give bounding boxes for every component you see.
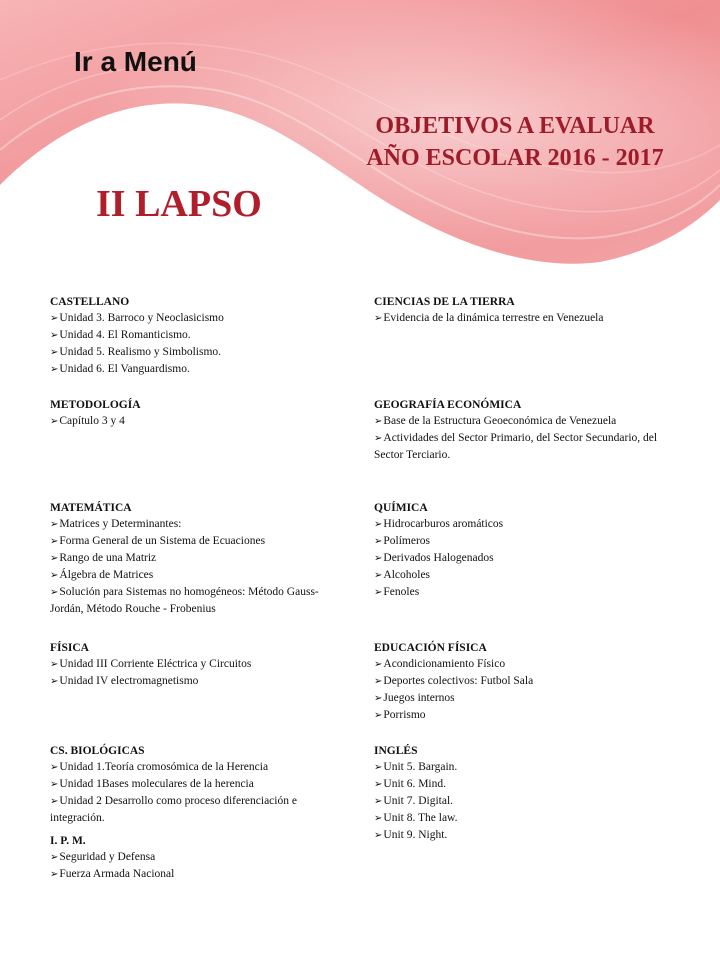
objectives-title [320, 110, 710, 174]
arrow-bullet-icon: ➢ [374, 659, 383, 670]
objective-text: Solución para Sistemas no homogéneos: Método Gauss-Jordán, Método Rouche - Frobenius [50, 586, 319, 615]
objective-item [374, 310, 674, 327]
objective-item [50, 327, 342, 344]
objective-item [50, 673, 342, 690]
objective-text: Unit 6. Mind. [383, 778, 447, 790]
objective-text: Juegos internos [383, 692, 455, 704]
arrow-bullet-icon: ➢ [374, 313, 383, 324]
subject-title: INGLÉS [374, 745, 418, 757]
objective-item [374, 550, 674, 567]
objective-text: Evidencia de la dinámica terrestre en Venezuela [383, 312, 604, 324]
objective-item [50, 533, 342, 550]
objective-text: Seguridad y Defensa [59, 851, 156, 863]
objective-text: Fuerza Armada Nacional [59, 868, 175, 880]
objective-text: Deportes colectivos: Futbol Sala [383, 675, 534, 687]
subject-fisica [50, 640, 342, 690]
subject-quimica [374, 500, 674, 601]
objective-text: Base de la Estructura Geoeconómica de Venezuela [383, 415, 617, 427]
objectives-list [374, 516, 674, 601]
objective-text: Polímeros [383, 535, 431, 547]
arrow-bullet-icon: ➢ [374, 813, 383, 824]
arrow-bullet-icon: ➢ [50, 364, 59, 375]
arrow-bullet-icon: ➢ [50, 313, 59, 324]
arrow-bullet-icon: ➢ [50, 779, 59, 790]
subject-title: CIENCIAS DE LA TIERRA [374, 296, 515, 308]
arrow-bullet-icon: ➢ [374, 416, 383, 427]
objective-item [50, 776, 342, 793]
objective-item [50, 550, 342, 567]
arrow-bullet-icon: ➢ [374, 536, 383, 547]
arrow-bullet-icon: ➢ [50, 570, 59, 581]
subject-ipm [50, 833, 342, 883]
arrow-bullet-icon: ➢ [374, 553, 383, 564]
arrow-bullet-icon: ➢ [50, 416, 59, 427]
subject-title: FÍSICA [50, 642, 89, 654]
objective-item [374, 707, 674, 724]
subject-ciencias-tierra [374, 294, 674, 327]
objective-item [374, 759, 674, 776]
objective-text: Unit 7. Digital. [383, 795, 454, 807]
objective-text: Unidad IV electromagnetismo [59, 675, 199, 687]
objective-text: Unidad 3. Barroco y Neoclasicismo [59, 312, 224, 324]
objective-text: Unit 9. Night. [383, 829, 448, 841]
objective-item [374, 776, 674, 793]
arrow-bullet-icon: ➢ [374, 830, 383, 841]
arrow-bullet-icon: ➢ [374, 779, 383, 790]
subject-matematica [50, 500, 342, 617]
objective-text: Porrismo [383, 709, 426, 721]
objective-item [374, 810, 674, 827]
objective-text: Unidad 5. Realismo y Simbolismo. [59, 346, 222, 358]
arrow-bullet-icon: ➢ [50, 659, 59, 670]
arrow-bullet-icon: ➢ [374, 433, 383, 444]
objective-item [50, 344, 342, 361]
arrow-bullet-icon: ➢ [374, 570, 383, 581]
arrow-bullet-icon: ➢ [50, 536, 59, 547]
subject-title: MATEMÁTICA [50, 502, 132, 514]
arrow-bullet-icon: ➢ [50, 330, 59, 341]
objective-item [50, 567, 342, 584]
arrow-bullet-icon: ➢ [374, 762, 383, 773]
objective-text: Unidad 4. El Romanticismo. [59, 329, 191, 341]
subject-title: CS. BIOLÓGICAS [50, 745, 145, 757]
arrow-bullet-icon: ➢ [374, 519, 383, 530]
subject-geografia-economica [374, 397, 674, 463]
objectives-title-line1: OBJETIVOS A EVALUAR [375, 113, 655, 139]
objective-text: Acondicionamiento Físico [383, 658, 506, 670]
objective-item [374, 656, 674, 673]
school-year-line: AÑO ESCOLAR 2016 - 2017 [366, 145, 664, 171]
subject-castellano [50, 294, 342, 378]
objective-text: Capítulo 3 y 4 [59, 415, 125, 427]
objectives-list [374, 310, 674, 327]
subject-cs-biologicas [50, 743, 342, 826]
objectives-list [50, 413, 342, 430]
objectives-list [374, 413, 674, 463]
objective-item [374, 690, 674, 707]
objective-item [374, 793, 674, 810]
subject-metodologia [50, 397, 342, 430]
subject-ingles [374, 743, 674, 844]
objectives-list [50, 849, 342, 883]
objective-text: Unidad 6. El Vanguardismo. [59, 363, 190, 375]
objective-item [50, 413, 342, 430]
objective-item [50, 361, 342, 378]
arrow-bullet-icon: ➢ [50, 553, 59, 564]
arrow-bullet-icon: ➢ [374, 693, 383, 704]
objective-text: Derivados Halogenados [383, 552, 494, 564]
objective-text: Hidrocarburos aromáticos [383, 518, 504, 530]
objective-item [374, 413, 674, 430]
go-to-menu-link[interactable]: Ir a Menú [74, 46, 197, 77]
arrow-bullet-icon: ➢ [50, 762, 59, 773]
objectives-list [374, 759, 674, 844]
objective-item [50, 759, 342, 776]
objective-text: Rango de una Matriz [59, 552, 157, 564]
objective-item [374, 673, 674, 690]
subject-title: CASTELLANO [50, 296, 130, 308]
arrow-bullet-icon: ➢ [50, 519, 59, 530]
subject-educacion-fisica [374, 640, 674, 724]
objective-item [374, 516, 674, 533]
objectives-list [50, 310, 342, 378]
objective-text: Unit 8. The law. [383, 812, 458, 824]
objective-item [374, 567, 674, 584]
subject-title: METODOLOGÍA [50, 399, 141, 411]
arrow-bullet-icon: ➢ [374, 796, 383, 807]
arrow-bullet-icon: ➢ [50, 676, 59, 687]
objective-text: Actividades del Sector Primario, del Sector Secundario, del Sector Terciario. [374, 432, 658, 461]
objectives-list [50, 516, 342, 617]
arrow-bullet-icon: ➢ [50, 852, 59, 863]
arrow-bullet-icon: ➢ [374, 676, 383, 687]
objective-item [374, 584, 674, 601]
subject-title: EDUCACIÓN FÍSICA [374, 642, 487, 654]
objective-text: Forma General de un Sistema de Ecuaciones [59, 535, 266, 547]
objective-text: Unidad III Corriente Eléctrica y Circuitos [59, 658, 252, 670]
objective-item [374, 533, 674, 550]
objective-text: Fenoles [383, 586, 420, 598]
arrow-bullet-icon: ➢ [50, 796, 59, 807]
subject-title: QUÍMICA [374, 502, 428, 514]
subject-title: GEOGRAFÍA ECONÓMICA [374, 399, 522, 411]
subject-title: I. P. M. [50, 835, 86, 847]
objective-text: Unit 5. Bargain. [383, 761, 458, 773]
objectives-list [374, 656, 674, 724]
objective-text: Unidad 1Bases moleculares de la herencia [59, 778, 254, 790]
arrow-bullet-icon: ➢ [50, 869, 59, 880]
objective-item [50, 793, 342, 826]
objective-text: Álgebra de Matrices [59, 569, 154, 581]
objective-item [50, 516, 342, 533]
arrow-bullet-icon: ➢ [374, 587, 383, 598]
objective-item [50, 656, 342, 673]
objective-text: Unidad 1.Teoría cromosómica de la Herencia [59, 761, 269, 773]
objective-text: Matrices y Determinantes: [59, 518, 182, 530]
objective-item [50, 866, 342, 883]
objectives-list [50, 656, 342, 690]
objective-text: Alcoholes [383, 569, 431, 581]
objective-item [50, 310, 342, 327]
objectives-list [50, 759, 342, 826]
arrow-bullet-icon: ➢ [50, 347, 59, 358]
arrow-bullet-icon: ➢ [374, 710, 383, 721]
objective-item [374, 430, 674, 463]
arrow-bullet-icon: ➢ [50, 587, 59, 598]
objective-item [50, 849, 342, 866]
objective-item [50, 584, 342, 617]
lapso-heading: II LAPSO [96, 183, 262, 225]
objective-text: Unidad 2 Desarrollo como proceso diferenciación e integración. [50, 795, 297, 824]
objective-item [374, 827, 674, 844]
